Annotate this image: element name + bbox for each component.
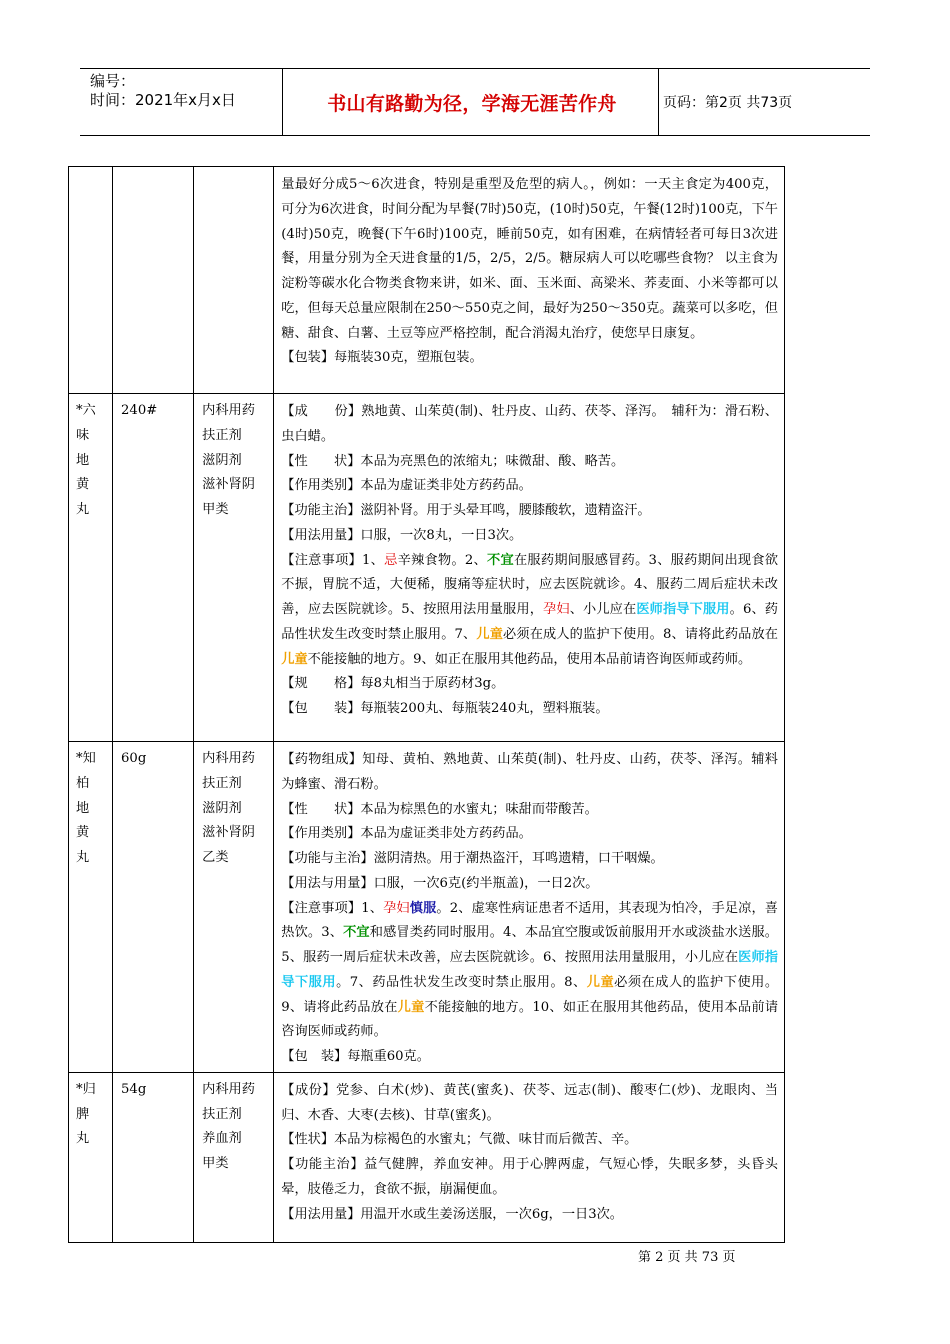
- packaging-paragraph: 【包 装】每瓶重60克。: [281, 1049, 430, 1064]
- packaging-paragraph: 【包装】每瓶装30克，塑瓶包装。: [281, 350, 483, 366]
- drug-name: *归 脾 丸: [76, 1081, 96, 1147]
- drug-spec: 60g: [121, 751, 147, 766]
- description-cell: [274, 742, 785, 1073]
- table-row: [69, 742, 785, 1073]
- packaging-paragraph: 【包 装】每瓶装200丸、每瓶装240丸，塑料瓶装。: [281, 701, 609, 716]
- spec-cell: [113, 742, 194, 1073]
- spec-cell: [113, 1072, 194, 1242]
- appearance-paragraph: 【性状】本品为棕褐色的水蜜丸；气微、味甘而后微苦、辛。: [281, 1132, 638, 1148]
- category-paragraph: 【作用类别】本品为虚证类非处方药药品。: [281, 478, 532, 494]
- table-row: [69, 394, 785, 742]
- name-cell: [69, 742, 113, 1073]
- precautions-paragraph: 【注意事项】1、忌辛辣食物。2、不宜在服药期间服感冒药。3、服药期间出现食欲不振，胃脘不适，大便稀，腹痛等症状时，应去医院就诊。4、服药二周后症状未改善，应去医院就诊。5、按照用法用量服用，孕妇、小儿应在医师指导下服用。6、药品性状发生改变时禁止服用。7、儿童必须在成人的监护下使用。8、请将此药品放在儿童不能接触的地方。9、如正在服用其他药品，使用本品前请咨询医师或药师。: [281, 552, 779, 667]
- name-cell: [69, 1072, 113, 1242]
- header-divider: [282, 68, 283, 136]
- dosage-paragraph: 【用法与用量】口服，一次6克(约半瓶盖)，一日2次。: [281, 875, 599, 891]
- category-cell: [194, 394, 274, 742]
- doc-number-label: 编号：: [90, 72, 136, 90]
- drug-category: 内科用药 扶正剂 养血剂 甲类: [202, 1081, 255, 1171]
- specification-paragraph: 【规 格】每8丸相当于原药材3g。: [281, 676, 505, 692]
- category-cell: [194, 742, 274, 1073]
- ingredients-paragraph: 【成 份】熟地黄、山茱萸(制)、牡丹皮、山药、茯苓、泽泻。 辅秆为：滑石粉、虫白蜡。: [281, 404, 778, 444]
- appearance-paragraph: 【性 状】本品为亮黑色的浓缩丸；味微甜、酸、略苦。: [281, 453, 625, 469]
- name-cell: [69, 394, 113, 742]
- table-row: [69, 1072, 785, 1242]
- spec-cell: [113, 394, 194, 742]
- dosage-paragraph: 【用法用量】口服，一次8丸，一日3次。: [281, 527, 523, 543]
- description-paragraph: 量最好分成5～6次进食，特别是重型及危型的病人。，例如：一天主食定为400克，可分为6次进食，时间分配为早餐(7时)50克，(10时)50克，午餐(12时)100克，下午(4时)50克，晚餐(下午6时)100克，睡前50克，如有困难，在病情轻者可每日3次进餐，用量分别为全天进食量的1/5，2/5，2/5。糖尿病人可以吃哪些食物？ 以主食为淀粉等碳水化合物类食物来讲，如米、面、玉米面、高梁米、荞麦面、小米等都可以吃，但每天总量应限制在250～550克之间，最好为250～350克。蔬菜可以多吃，但糖、甜食、白薯、土豆等应严格控制，配合消渴丸治疗，使您早日康复。: [281, 177, 778, 341]
- drug-category: 内科用药 扶正剂 滋阴剂 滋补肾阴 甲类: [202, 403, 255, 517]
- drug-table: [68, 166, 785, 1243]
- name-cell: [69, 167, 113, 394]
- doc-time-label: 时间：2021年x月x日: [90, 91, 236, 109]
- description-cell: [274, 167, 785, 394]
- drug-spec: 240#: [121, 403, 158, 418]
- drug-category: 内科用药 扶正剂 滋阴剂 滋补肾阴 乙类: [202, 751, 255, 865]
- page-header: [80, 68, 870, 136]
- category-paragraph: 【作用类别】本品为虚证类非处方药药品。: [281, 826, 532, 842]
- appearance-paragraph: 【性 状】本品为棕黑色的水蜜丸；味甜而带酸苦。: [281, 801, 598, 817]
- dosage-paragraph: 【用法用量】用温开水或生姜汤送服，一次6g，一日3次。: [281, 1206, 623, 1222]
- page-footer: 第 2 页 共 73 页: [638, 1250, 736, 1265]
- precautions-paragraph: 【注意事项】1、孕妇慎服。2、虚寒性病证患者不适用，其表现为怕冷，手足凉，喜热饮。3、不宜和感冒类药同时服用。4、本品宜空腹或饭前服用开水或淡盐水送服。 5、服药一周后症状未改善，应去医院就诊。6、按照用法用量服用，小儿应在医师指导下服用。7、药品性状发生改变时禁止服用。8、儿童必须在成人的监护下使用。9、请将此药品放在儿童不能接触的地方。10、如正在服用其他药品，使用本品前请咨询医师或药师。: [281, 900, 779, 1040]
- drug-name: *六 味 地 黄 丸: [76, 403, 96, 517]
- table-row: [69, 167, 785, 394]
- header-meta: [90, 72, 280, 110]
- header-page-label: 页码：第2页 共73页: [663, 95, 793, 111]
- header-divider: [658, 68, 659, 136]
- ingredients-paragraph: 【药物组成】知母、黄柏、熟地黄、山茱萸(制)、牡丹皮、山药，茯苓、泽泻。辅料为蜂蜜、滑石粉。: [281, 752, 778, 792]
- drug-name: *知 柏 地 黄 丸: [76, 751, 96, 865]
- description-cell: [274, 1072, 785, 1242]
- indications-paragraph: 【功能主治】益气健脾，养血安神。用于心脾两虚，气短心悸，失眠多梦，头昏头晕，肢倦乏力，食欲不振，崩漏便血。: [281, 1157, 778, 1197]
- ingredients-paragraph: 【成份】党参、白术(炒)、黄芪(蜜炙)、茯苓、远志(制)、酸枣仁(炒)、龙眼肉、当归、木香、大枣(去核)、甘草(蜜炙)。: [281, 1082, 778, 1123]
- header-motto: 书山有路勤为径，学海无涯苦作舟: [327, 92, 617, 115]
- spec-cell: [113, 167, 194, 394]
- indications-paragraph: 【功能主治】滋阴补肾。用于头晕耳鸣，腰膝酸软，遗精盗汗。: [281, 503, 651, 518]
- indications-paragraph: 【功能与主治】滋阴清热。用于潮热盗汗，耳鸣遗精，口干咽燥。: [281, 851, 664, 866]
- category-cell: [194, 1072, 274, 1242]
- description-cell: [274, 394, 785, 742]
- category-cell: [194, 167, 274, 394]
- drug-spec: 54g: [121, 1081, 147, 1097]
